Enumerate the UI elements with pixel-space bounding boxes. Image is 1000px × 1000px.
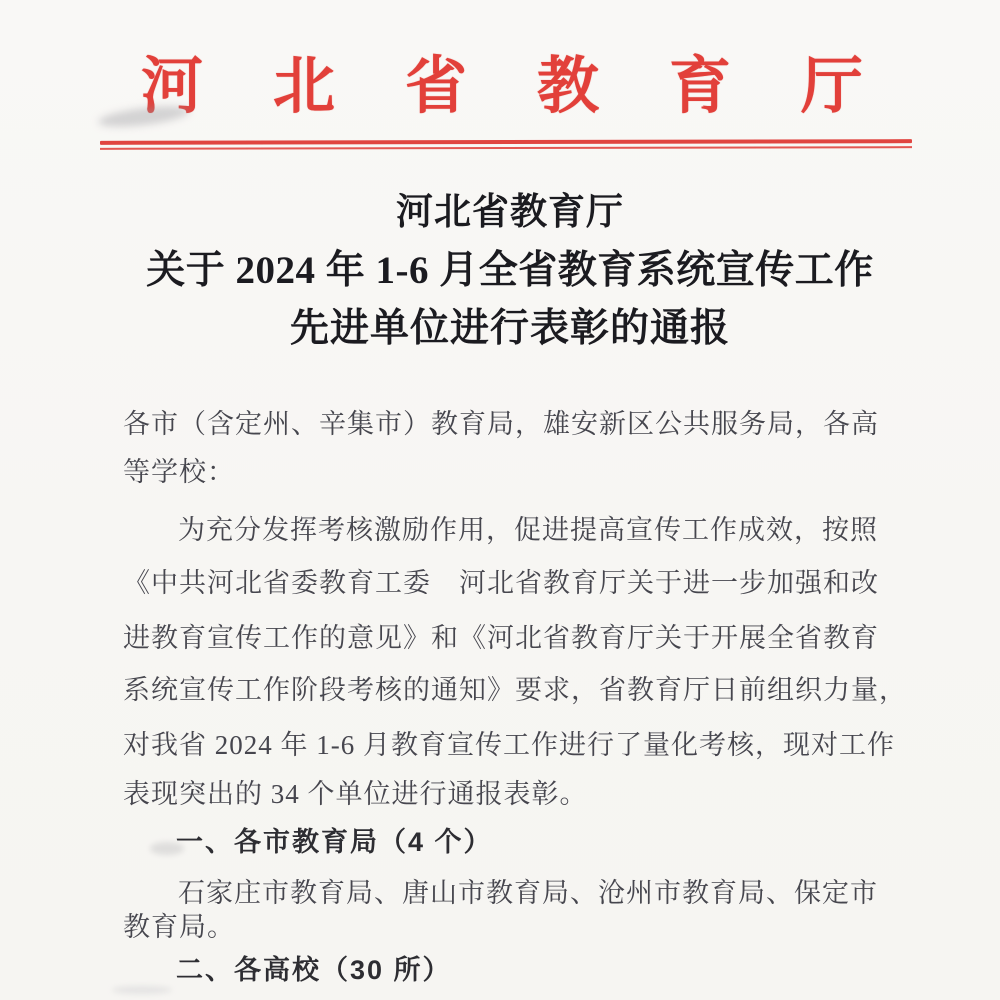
body-line: 石家庄市教育局、唐山市教育局、沧州市教育局、保定市 bbox=[178, 878, 878, 908]
body-line: 对我省 2024 年 1-6 月教育宣传工作进行了量化考核，现对工作 bbox=[123, 730, 895, 760]
letterhead-char: 北 bbox=[272, 53, 335, 121]
body-line: 进教育宣传工作的意见》和《河北省教育厅关于开展全省教育 bbox=[123, 623, 879, 653]
scan-smudge bbox=[112, 986, 172, 994]
body-line: 为充分发挥考核激励作用，促进提高宣传工作成效，按照 bbox=[178, 515, 878, 545]
salutation-line: 各市（含定州、辛集市）教育局，雄安新区公共服务局，各高 bbox=[123, 409, 879, 439]
body-line: 《中共河北省委教育工委 河北省教育厅关于进一步加强和改 bbox=[123, 568, 879, 598]
letterhead-char: 教 bbox=[536, 53, 599, 121]
letterhead-rule-thin-line bbox=[100, 146, 912, 150]
letterhead-char: 省 bbox=[404, 53, 467, 121]
section-heading-universities: 二、各高校（30 所） bbox=[176, 955, 452, 985]
letterhead-agency-name bbox=[141, 53, 863, 121]
letterhead-rule bbox=[100, 139, 912, 150]
title-line-2: 关于 2024 年 1-6 月全省教育系统宣传工作 bbox=[146, 249, 874, 292]
letterhead-char: 育 bbox=[668, 53, 731, 121]
body-line: 系统宣传工作阶段考核的通知》要求，省教育厅日前组织力量， bbox=[123, 675, 907, 705]
salutation-line: 等学校： bbox=[123, 457, 235, 487]
letterhead-char: 河 bbox=[141, 53, 204, 121]
title-line-1: 河北省教育厅 bbox=[396, 192, 624, 233]
letterhead-char: 厅 bbox=[800, 53, 863, 121]
body-line: 表现突出的 34 个单位进行通报表彰。 bbox=[123, 779, 588, 809]
section-heading-city-bureaus: 一、各市教育局（4 个） bbox=[176, 827, 493, 857]
body-line: 教育局。 bbox=[123, 912, 235, 942]
title-line-3: 先进单位进行表彰的通报 bbox=[289, 307, 730, 350]
